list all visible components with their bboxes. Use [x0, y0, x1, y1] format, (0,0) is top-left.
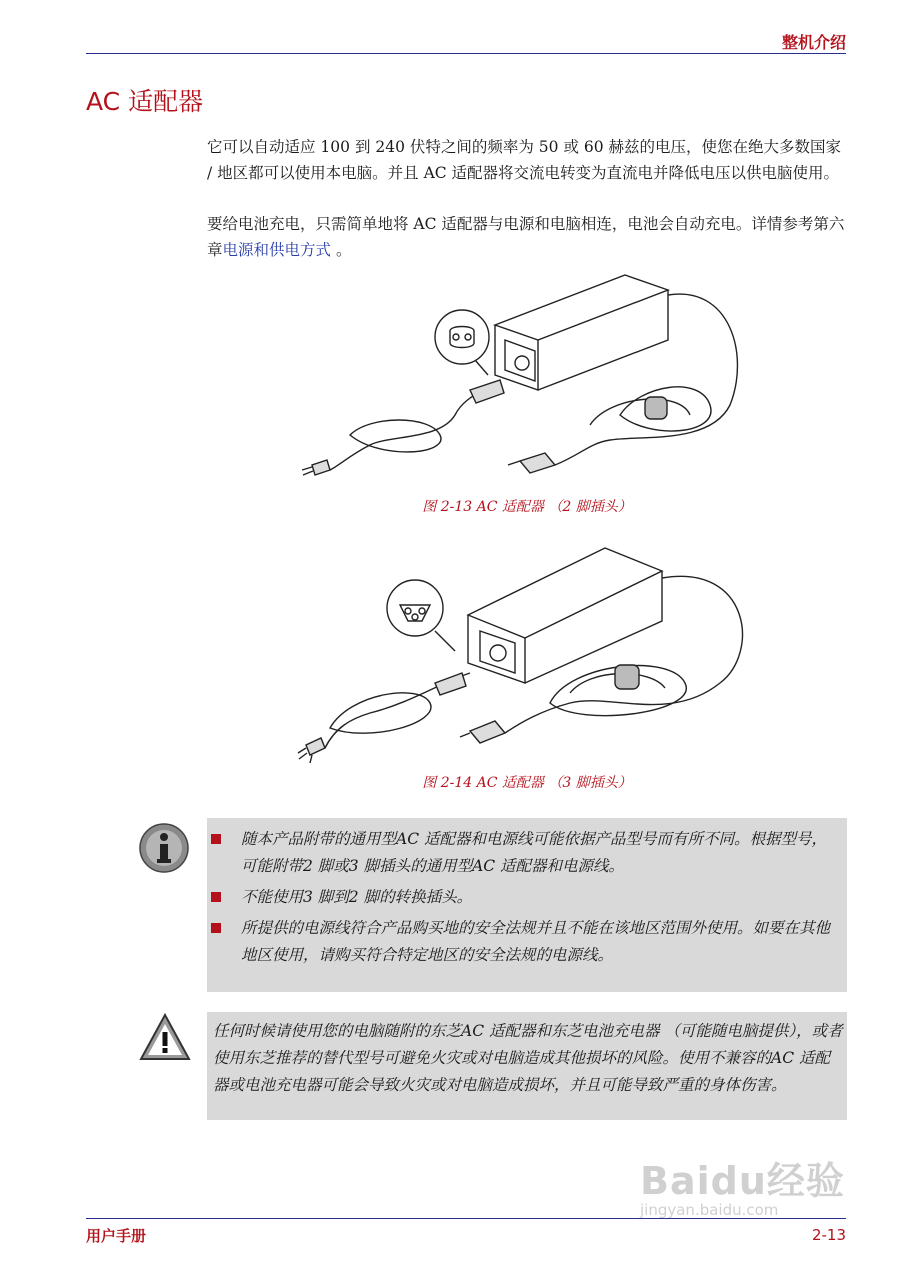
info-icon — [138, 822, 190, 878]
running-header: 整机介绍 — [781, 33, 846, 52]
paragraph-2-end: 。 — [331, 241, 352, 259]
info-note-box — [207, 818, 847, 992]
adapter-2pin-illustration — [290, 265, 760, 490]
warning-note-text: 任何时候请使用您的电脑随附的东芝AC 适配器和东芝电池充电器 （可能随电脑提供），或者使用东芝推荐的替代型号可避免火灾或对电脑造成其他损坏的风险。使用不兼容的AC 适配器或电池充电器可能会导致火灾或对电脑造成损坏，并且可能导致严重的身体伤害。 — [213, 1022, 843, 1094]
info-note-item: 所提供的电源线符合产品购买地的安全法规并且不能在该地区范围外使用。如要在其他地区使用，请购买符合特定地区的安全法规的电源线。 — [207, 915, 837, 969]
warning-icon — [138, 1012, 192, 1068]
paragraph-1: 它可以自动适应 100 到 240 伏特之间的频率为 50 或 60 赫兹的电压，使您在绝大多数国家 / 地区都可以使用本电脑。并且 AC 适配器将交流电转变为直流电并降低电压以供电脑使用。 — [207, 138, 842, 182]
chapter-link[interactable]: 电源和供电方式 — [222, 241, 332, 259]
watermark-url: jingyan.baidu.com — [640, 1201, 779, 1219]
figure-2-13-caption: 图 2-13 AC 适配器 （2 脚插头） — [422, 499, 632, 515]
page-number: 2-13 — [811, 1226, 846, 1244]
section-title: AC 适配器 — [86, 87, 204, 116]
adapter-3pin-illustration — [290, 543, 760, 773]
baidu-watermark — [640, 1150, 845, 1219]
watermark-main: Baidu经验 — [640, 1159, 845, 1203]
paragraph-2 — [207, 211, 847, 263]
info-note-item: 不能使用3 脚到2 脚的转换插头。 — [207, 884, 837, 911]
paragraph-2-text: 要给电池充电，只需简单地将 AC 适配器与电源和电脑相连，电池会自动充电。详情参考第六章 — [207, 215, 845, 259]
header-rule — [86, 53, 846, 54]
info-note-item: 随本产品附带的通用型AC 适配器和电源线可能依据产品型号而有所不同。根据型号，可能附带2 脚或3 脚插头的通用型AC 适配器和电源线。 — [207, 826, 837, 880]
warning-note-box — [207, 1012, 847, 1120]
footer-manual-label: 用户手册 — [86, 1227, 147, 1245]
figure-2-14-caption: 图 2-14 AC 适配器 （3 脚插头） — [422, 775, 632, 791]
